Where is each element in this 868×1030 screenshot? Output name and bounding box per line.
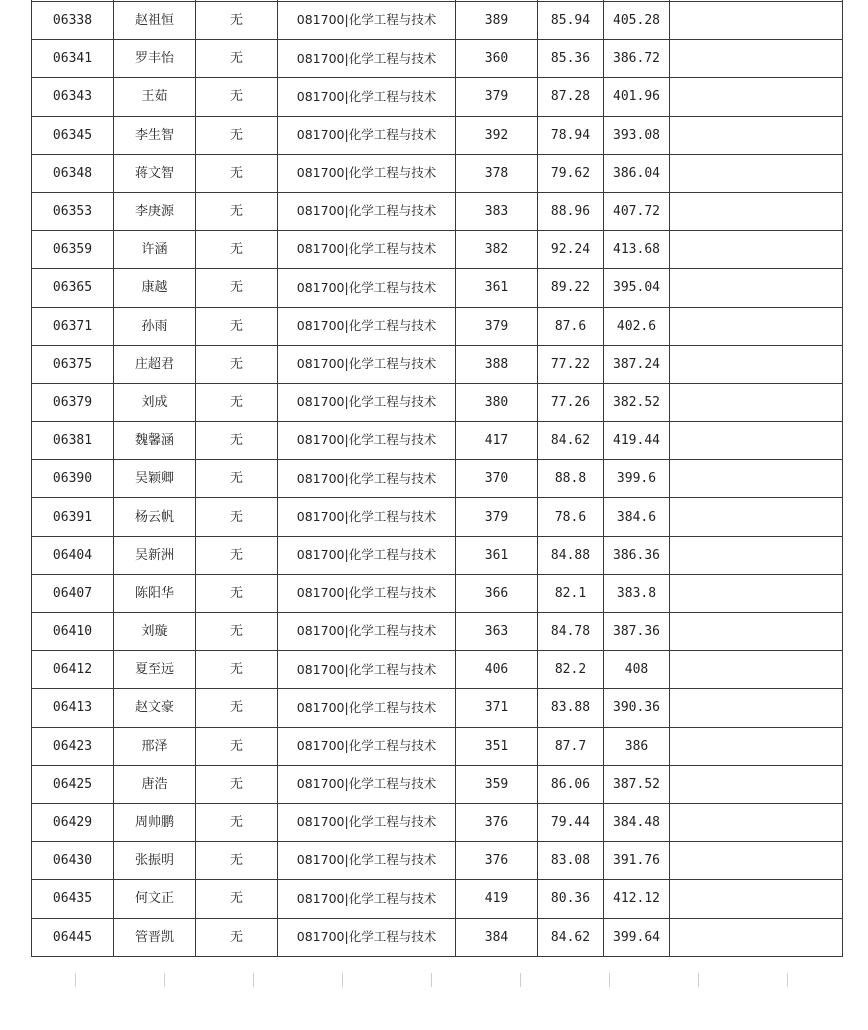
- flag-cell: 无: [196, 689, 278, 727]
- student-name-cell: 唐浩: [114, 765, 196, 803]
- remark-cell: [670, 498, 843, 536]
- table-row: [32, 765, 843, 803]
- grid-tick: [520, 973, 521, 987]
- interview-score-cell: 84.62: [538, 422, 604, 460]
- student-name-cell: 吴颖卿: [114, 460, 196, 498]
- interview-score-cell: 87.6: [538, 307, 604, 345]
- major-cell: 081700|化学工程与技术: [278, 231, 456, 269]
- major-cell: 081700|化学工程与技术: [278, 269, 456, 307]
- admission-score-table: [31, 0, 843, 957]
- student-id-cell: 06425: [32, 765, 114, 803]
- major-cell: 081700|化学工程与技术: [278, 803, 456, 841]
- total-score-cell: 391.76: [604, 842, 670, 880]
- table-row: [32, 918, 843, 956]
- flag-cell: 无: [196, 116, 278, 154]
- interview-score-cell: 77.26: [538, 383, 604, 421]
- interview-score-cell: 78.6: [538, 498, 604, 536]
- remark-cell: [670, 803, 843, 841]
- exam-score-cell: 363: [456, 613, 538, 651]
- exam-score-cell: 417: [456, 422, 538, 460]
- major-cell: 081700|化学工程与技术: [278, 536, 456, 574]
- student-name-cell: 管晋凯: [114, 918, 196, 956]
- table-row: [32, 613, 843, 651]
- student-name-cell: 杨云帆: [114, 498, 196, 536]
- interview-score-cell: 87.7: [538, 727, 604, 765]
- grid-tick: [253, 973, 254, 987]
- interview-score-cell: 78.94: [538, 116, 604, 154]
- student-id-cell: 06365: [32, 269, 114, 307]
- total-score-cell: 408: [604, 651, 670, 689]
- total-score-cell: 387.24: [604, 345, 670, 383]
- interview-score-cell: 88.8: [538, 460, 604, 498]
- total-score-cell: 399.6: [604, 460, 670, 498]
- flag-cell: 无: [196, 269, 278, 307]
- major-cell: 081700|化学工程与技术: [278, 345, 456, 383]
- total-score-cell: 419.44: [604, 422, 670, 460]
- interview-score-cell: 92.24: [538, 231, 604, 269]
- flag-cell: 无: [196, 536, 278, 574]
- student-id-cell: 06379: [32, 383, 114, 421]
- total-score-cell: 386.72: [604, 40, 670, 78]
- exam-score-cell: 392: [456, 116, 538, 154]
- student-name-cell: 蒋文智: [114, 154, 196, 192]
- table-row: [32, 880, 843, 918]
- grid-tick: [342, 973, 343, 987]
- exam-score-cell: 366: [456, 574, 538, 612]
- major-cell: 081700|化学工程与技术: [278, 727, 456, 765]
- table-row: [32, 498, 843, 536]
- major-cell: 081700|化学工程与技术: [278, 40, 456, 78]
- interview-score-cell: 86.06: [538, 765, 604, 803]
- exam-score-cell: 406: [456, 651, 538, 689]
- student-id-cell: 06410: [32, 613, 114, 651]
- major-cell: 081700|化学工程与技术: [278, 842, 456, 880]
- student-name-cell: 魏馨涵: [114, 422, 196, 460]
- flag-cell: 无: [196, 460, 278, 498]
- exam-score-cell: 361: [456, 269, 538, 307]
- page-grid-ticks: [0, 973, 868, 987]
- student-id-cell: 06359: [32, 231, 114, 269]
- student-name-cell: 吴新洲: [114, 536, 196, 574]
- total-score-cell: 383.8: [604, 574, 670, 612]
- interview-score-cell: 83.88: [538, 689, 604, 727]
- major-cell: 081700|化学工程与技术: [278, 422, 456, 460]
- table-row: [32, 422, 843, 460]
- flag-cell: 无: [196, 78, 278, 116]
- flag-cell: 无: [196, 2, 278, 40]
- exam-score-cell: 376: [456, 803, 538, 841]
- flag-cell: 无: [196, 765, 278, 803]
- student-name-cell: 庄超君: [114, 345, 196, 383]
- flag-cell: 无: [196, 842, 278, 880]
- table-row: [32, 727, 843, 765]
- student-name-cell: 刘成: [114, 383, 196, 421]
- flag-cell: 无: [196, 40, 278, 78]
- grid-tick: [164, 973, 165, 987]
- major-cell: 081700|化学工程与技术: [278, 307, 456, 345]
- remark-cell: [670, 689, 843, 727]
- flag-cell: 无: [196, 422, 278, 460]
- flag-cell: 无: [196, 613, 278, 651]
- major-cell: 081700|化学工程与技术: [278, 116, 456, 154]
- student-name-cell: 孙雨: [114, 307, 196, 345]
- exam-score-cell: 419: [456, 880, 538, 918]
- table-row: [32, 574, 843, 612]
- exam-score-cell: 379: [456, 78, 538, 116]
- exam-score-cell: 388: [456, 345, 538, 383]
- flag-cell: 无: [196, 727, 278, 765]
- major-cell: 081700|化学工程与技术: [278, 78, 456, 116]
- total-score-cell: 386.36: [604, 536, 670, 574]
- student-name-cell: 陈阳华: [114, 574, 196, 612]
- exam-score-cell: 361: [456, 536, 538, 574]
- table-row: [32, 154, 843, 192]
- student-id-cell: 06430: [32, 842, 114, 880]
- interview-score-cell: 88.96: [538, 192, 604, 230]
- exam-score-cell: 384: [456, 918, 538, 956]
- table-row: [32, 231, 843, 269]
- interview-score-cell: 89.22: [538, 269, 604, 307]
- student-id-cell: 06353: [32, 192, 114, 230]
- student-id-cell: 06413: [32, 689, 114, 727]
- flag-cell: 无: [196, 154, 278, 192]
- interview-score-cell: 79.44: [538, 803, 604, 841]
- remark-cell: [670, 880, 843, 918]
- grid-tick: [75, 973, 76, 987]
- interview-score-cell: 80.36: [538, 880, 604, 918]
- interview-score-cell: 82.1: [538, 574, 604, 612]
- remark-cell: [670, 307, 843, 345]
- student-name-cell: 邢泽: [114, 727, 196, 765]
- grid-tick: [698, 973, 699, 987]
- remark-cell: [670, 40, 843, 78]
- student-name-cell: 周帅鹏: [114, 803, 196, 841]
- remark-cell: [670, 651, 843, 689]
- flag-cell: 无: [196, 918, 278, 956]
- major-cell: 081700|化学工程与技术: [278, 689, 456, 727]
- major-cell: 081700|化学工程与技术: [278, 574, 456, 612]
- flag-cell: 无: [196, 803, 278, 841]
- total-score-cell: 405.28: [604, 2, 670, 40]
- table-row: [32, 40, 843, 78]
- major-cell: 081700|化学工程与技术: [278, 765, 456, 803]
- student-id-cell: 06390: [32, 460, 114, 498]
- student-id-cell: 06423: [32, 727, 114, 765]
- remark-cell: [670, 765, 843, 803]
- exam-score-cell: 378: [456, 154, 538, 192]
- flag-cell: 无: [196, 651, 278, 689]
- student-name-cell: 赵祖恒: [114, 2, 196, 40]
- flag-cell: 无: [196, 383, 278, 421]
- major-cell: 081700|化学工程与技术: [278, 651, 456, 689]
- table-row: [32, 116, 843, 154]
- flag-cell: 无: [196, 231, 278, 269]
- student-id-cell: 06348: [32, 154, 114, 192]
- remark-cell: [670, 842, 843, 880]
- flag-cell: 无: [196, 345, 278, 383]
- grid-tick: [609, 973, 610, 987]
- major-cell: 081700|化学工程与技术: [278, 880, 456, 918]
- interview-score-cell: 87.28: [538, 78, 604, 116]
- student-name-cell: 许涵: [114, 231, 196, 269]
- interview-score-cell: 83.08: [538, 842, 604, 880]
- total-score-cell: 395.04: [604, 269, 670, 307]
- exam-score-cell: 371: [456, 689, 538, 727]
- remark-cell: [670, 154, 843, 192]
- remark-cell: [670, 613, 843, 651]
- interview-score-cell: 84.78: [538, 613, 604, 651]
- exam-score-cell: 351: [456, 727, 538, 765]
- remark-cell: [670, 727, 843, 765]
- total-score-cell: 402.6: [604, 307, 670, 345]
- student-id-cell: 06375: [32, 345, 114, 383]
- remark-cell: [670, 192, 843, 230]
- exam-score-cell: 383: [456, 192, 538, 230]
- total-score-cell: 401.96: [604, 78, 670, 116]
- student-id-cell: 06391: [32, 498, 114, 536]
- total-score-cell: 413.68: [604, 231, 670, 269]
- remark-cell: [670, 536, 843, 574]
- table-row: [32, 78, 843, 116]
- student-id-cell: 06429: [32, 803, 114, 841]
- student-id-cell: 06435: [32, 880, 114, 918]
- remark-cell: [670, 460, 843, 498]
- flag-cell: 无: [196, 880, 278, 918]
- total-score-cell: 384.6: [604, 498, 670, 536]
- remark-cell: [670, 78, 843, 116]
- remark-cell: [670, 116, 843, 154]
- grid-tick: [787, 973, 788, 987]
- table-row: [32, 2, 843, 40]
- major-cell: 081700|化学工程与技术: [278, 383, 456, 421]
- student-id-cell: 06338: [32, 2, 114, 40]
- table-row: [32, 269, 843, 307]
- total-score-cell: 387.36: [604, 613, 670, 651]
- total-score-cell: 407.72: [604, 192, 670, 230]
- table-row: [32, 842, 843, 880]
- interview-score-cell: 85.94: [538, 2, 604, 40]
- table-row: [32, 803, 843, 841]
- flag-cell: 无: [196, 498, 278, 536]
- remark-cell: [670, 231, 843, 269]
- exam-score-cell: 360: [456, 40, 538, 78]
- exam-score-cell: 359: [456, 765, 538, 803]
- remark-cell: [670, 422, 843, 460]
- student-id-cell: 06407: [32, 574, 114, 612]
- interview-score-cell: 79.62: [538, 154, 604, 192]
- total-score-cell: 399.64: [604, 918, 670, 956]
- total-score-cell: 386.04: [604, 154, 670, 192]
- major-cell: 081700|化学工程与技术: [278, 2, 456, 40]
- interview-score-cell: 82.2: [538, 651, 604, 689]
- student-name-cell: 王茹: [114, 78, 196, 116]
- remark-cell: [670, 269, 843, 307]
- student-name-cell: 赵文豪: [114, 689, 196, 727]
- student-id-cell: 06404: [32, 536, 114, 574]
- exam-score-cell: 376: [456, 842, 538, 880]
- remark-cell: [670, 2, 843, 40]
- grid-tick: [431, 973, 432, 987]
- student-id-cell: 06445: [32, 918, 114, 956]
- student-id-cell: 06341: [32, 40, 114, 78]
- remark-cell: [670, 574, 843, 612]
- major-cell: 081700|化学工程与技术: [278, 154, 456, 192]
- student-name-cell: 张振明: [114, 842, 196, 880]
- total-score-cell: 382.52: [604, 383, 670, 421]
- student-name-cell: 刘璇: [114, 613, 196, 651]
- table-row: [32, 536, 843, 574]
- student-id-cell: 06343: [32, 78, 114, 116]
- interview-score-cell: 85.36: [538, 40, 604, 78]
- table-row: [32, 651, 843, 689]
- student-id-cell: 06381: [32, 422, 114, 460]
- total-score-cell: 390.36: [604, 689, 670, 727]
- total-score-cell: 387.52: [604, 765, 670, 803]
- table-row: [32, 307, 843, 345]
- remark-cell: [670, 345, 843, 383]
- exam-score-cell: 379: [456, 307, 538, 345]
- table-body: [32, 0, 843, 956]
- exam-score-cell: 380: [456, 383, 538, 421]
- table-row: [32, 192, 843, 230]
- interview-score-cell: 84.62: [538, 918, 604, 956]
- remark-cell: [670, 918, 843, 956]
- total-score-cell: 412.12: [604, 880, 670, 918]
- major-cell: 081700|化学工程与技术: [278, 192, 456, 230]
- major-cell: 081700|化学工程与技术: [278, 460, 456, 498]
- total-score-cell: 393.08: [604, 116, 670, 154]
- student-name-cell: 何文正: [114, 880, 196, 918]
- total-score-cell: 386: [604, 727, 670, 765]
- student-name-cell: 李生智: [114, 116, 196, 154]
- remark-cell: [670, 383, 843, 421]
- student-name-cell: 康越: [114, 269, 196, 307]
- exam-score-cell: 379: [456, 498, 538, 536]
- exam-score-cell: 382: [456, 231, 538, 269]
- table-row: [32, 689, 843, 727]
- flag-cell: 无: [196, 307, 278, 345]
- flag-cell: 无: [196, 574, 278, 612]
- student-name-cell: 夏至远: [114, 651, 196, 689]
- table-row: [32, 460, 843, 498]
- student-name-cell: 罗丰怡: [114, 40, 196, 78]
- exam-score-cell: 370: [456, 460, 538, 498]
- total-score-cell: 384.48: [604, 803, 670, 841]
- exam-score-cell: 389: [456, 2, 538, 40]
- major-cell: 081700|化学工程与技术: [278, 498, 456, 536]
- student-id-cell: 06371: [32, 307, 114, 345]
- student-name-cell: 李庚源: [114, 192, 196, 230]
- interview-score-cell: 84.88: [538, 536, 604, 574]
- table-row: [32, 383, 843, 421]
- flag-cell: 无: [196, 192, 278, 230]
- major-cell: 081700|化学工程与技术: [278, 613, 456, 651]
- student-id-cell: 06412: [32, 651, 114, 689]
- table-row: [32, 345, 843, 383]
- interview-score-cell: 77.22: [538, 345, 604, 383]
- major-cell: 081700|化学工程与技术: [278, 918, 456, 956]
- student-id-cell: 06345: [32, 116, 114, 154]
